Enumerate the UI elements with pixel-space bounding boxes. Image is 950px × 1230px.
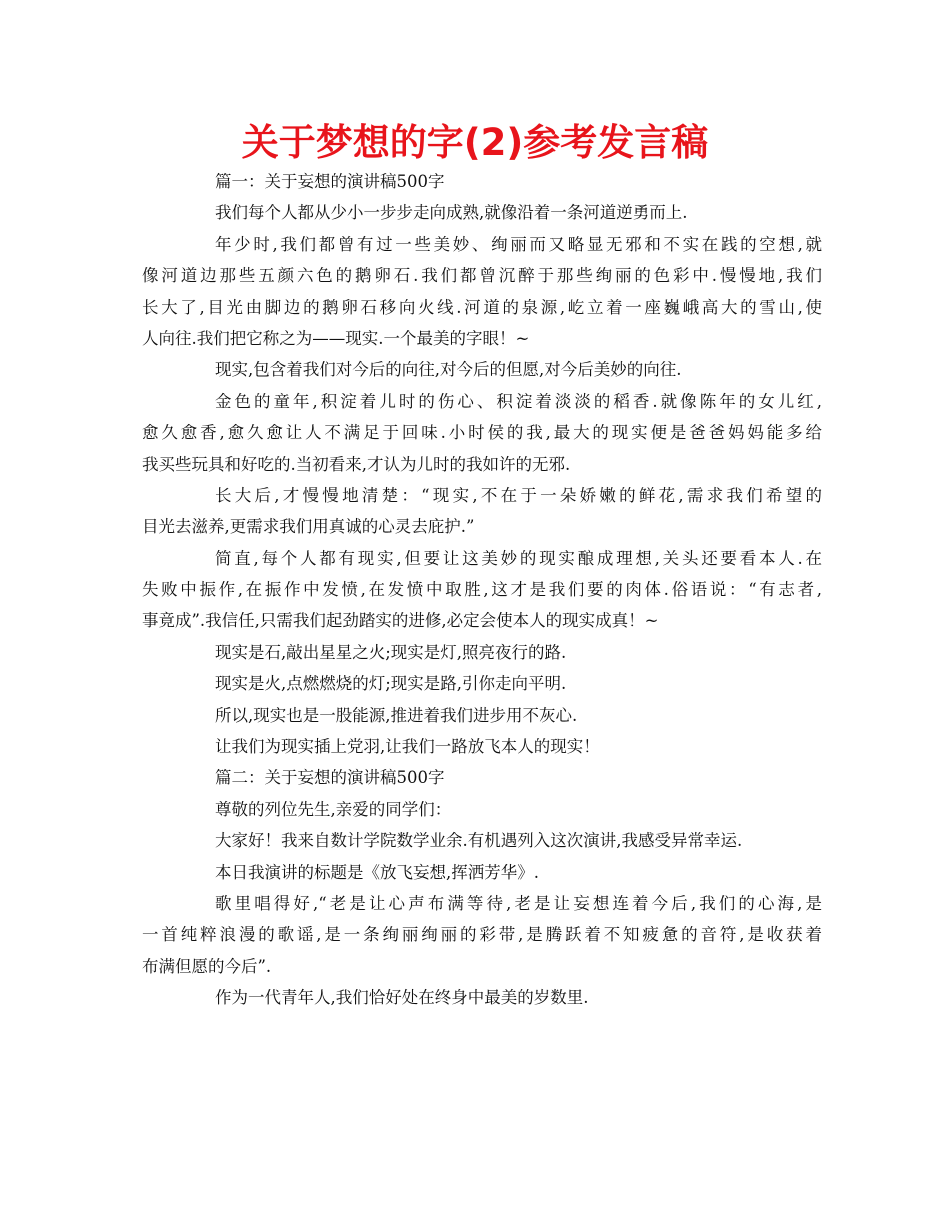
paragraph-line: 本日我演讲的标题是《放飞妄想,挥洒芳华》.: [215, 862, 539, 882]
document-body: [142, 166, 822, 1014]
paragraph-line: 金色的童年,积淀着儿时的伤心、积淀着淡淡的稻香.就像陈年的女儿红,: [215, 391, 822, 411]
paragraph-line: 长大后,才慢慢地清楚：“现实,不在于一朵娇嫩的鲜花,需求我们希望的: [215, 485, 822, 505]
document-title: 关于梦想的字(2)参考发言稿: [241, 121, 709, 164]
paragraph-line: 现实是火,点燃燃烧的灯;现实是路,引你走向平明.: [215, 674, 567, 694]
paragraph-line: 我买些玩具和好吃的.当初看来,才认为儿时的我如许的无邪.: [142, 454, 571, 474]
paragraph-line: 事竟成”.我信任,只需我们起劲踏实的进修,必定会使本人的现实成真！~: [142, 611, 659, 631]
paragraph-line: 失败中振作,在振作中发愤,在发愤中取胜,这才是我们要的肉体.俗语说：“有志者,: [142, 580, 822, 600]
paragraph-line: 大家好！我来自数计学院数学业余.有机遇列入这次演讲,我感受异常幸运.: [215, 831, 743, 851]
paragraph-line: 现实是石,敲出星星之火;现实是灯,照亮夜行的路.: [215, 642, 567, 662]
paragraph-line: 现实,包含着我们对今后的向往,对今后的但愿,对今后美妙的向往.: [215, 360, 682, 380]
paragraph-line: 简直,每个人都有现实,但要让这美妙的现实酿成理想,关头还要看本人.在: [215, 548, 822, 568]
paragraph-line: 所以,现实也是一股能源,推进着我们进步用不灰心.: [215, 705, 578, 725]
paragraph-line: 愈久愈香,愈久愈让人不满足于回味.小时侯的我,最大的现实便是爸爸妈妈能多给: [142, 423, 822, 443]
paragraph-line: 长大了,目光由脚边的鹅卵石移向火线.河道的泉源,屹立着一座巍峨高大的雪山,使: [142, 297, 822, 317]
paragraph-line: 人向往.我们把它称之为——现实.一个最美的字眼！~: [142, 328, 530, 348]
paragraph-line: 歌里唱得好,“老是让心声布满等待,老是让妄想连着今后,我们的心海,是: [215, 893, 822, 913]
paragraph-line: 我们每个人都从少小一步步走向成熟,就像沿着一条河道逆勇而上.: [215, 203, 688, 223]
paragraph-line: 一首纯粹浪漫的歌谣,是一条绚丽绚丽的彩带,是腾跃着不知疲惫的音符,是收获着: [142, 925, 822, 945]
paragraph-line: 像河道边那些五颜六色的鹅卵石.我们都曾沉醉于那些绚丽的色彩中.慢慢地,我们: [142, 266, 822, 286]
paragraph-line: 布满但愿的今后”.: [142, 956, 272, 976]
paragraph-line: 年少时,我们都曾有过一些美妙、绚丽而又略显无邪和不实在践的空想,就: [215, 234, 822, 254]
paragraph-line: 让我们为现实插上党羽,让我们一路放飞本人的现实！: [215, 737, 600, 757]
paragraph-line: 目光去滋养,更需求我们用真诚的心灵去庇护.”: [142, 517, 475, 537]
section-heading: 篇一：关于妄想的演讲稿500字: [215, 172, 445, 191]
section-heading: 篇二：关于妄想的演讲稿500字: [215, 768, 445, 788]
paragraph-line: 尊敬的列位先生,亲爱的同学们：: [215, 799, 452, 819]
paragraph-line: 作为一代青年人,我们恰好处在终身中最美的岁数里.: [215, 988, 589, 1008]
